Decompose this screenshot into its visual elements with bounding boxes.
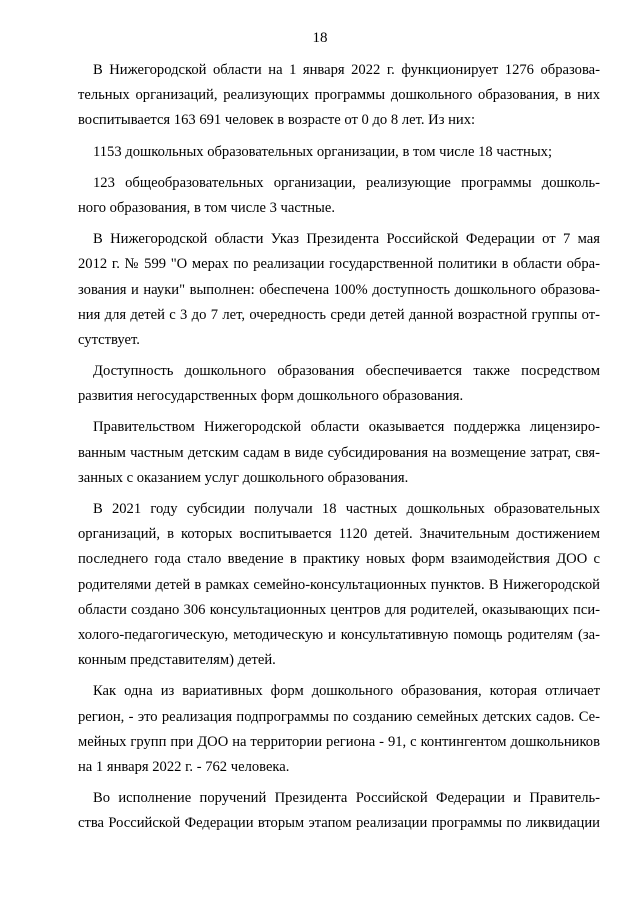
text-line: ния для детей с 3 до 7 лет, очередность среди детей данной возрастной группы от-: [78, 306, 600, 323]
text-line: родителями детей в рамках семейно-консультационных пунктов. В Нижегородской: [78, 576, 600, 593]
text-line: развития негосударственных форм дошкольного образования.: [78, 388, 464, 405]
text-line: В 2021 году субсидии получали 18 частных дошкольных образовательных: [93, 501, 600, 517]
text-line: Доступность дошкольного образования обеспечивается также посредством: [93, 363, 600, 380]
text-line: регион, - это реализация подпрограммы по созданию семейных детских садов. Се-: [78, 708, 600, 725]
paragraph: [78, 497, 600, 673]
text-line: занных с оказанием услуг дошкольного образования.: [78, 469, 409, 486]
paragraph: [78, 679, 600, 780]
paragraph: [78, 140, 600, 165]
text-line: области создано 306 консультационных центров для родителей, оказывающих пси-: [78, 601, 600, 618]
text-line: мейных групп при ДОО на территории региона - 91, с контингентом дошкольников: [78, 733, 600, 750]
paragraph: [78, 227, 600, 353]
page-number: 18: [312, 30, 328, 46]
text-line: 1153 дошкольных образовательных организации, в том числе 18 частных;: [93, 143, 553, 160]
text-line: воспитывается 163 691 человек в возрасте от 0 до 8 лет. Из них:: [78, 112, 476, 129]
paragraph: [78, 359, 600, 409]
text-line: зования и науки" выполнен: обеспечена 100% доступность дошкольного образова-: [78, 281, 600, 298]
text-line: холого-педагогическую, методическую и консультативную помощь родителям (за-: [78, 626, 600, 643]
text-line: 2012 г. № 599 "О мерах по реализации государственной политики в области обра-: [78, 256, 600, 273]
text-line: Правительством Нижегородской области оказывается поддержка лицензиро-: [93, 419, 600, 436]
text-line: тельных организаций, реализующих программы дошкольного образования, в них: [78, 87, 600, 104]
text-line: ванным частным детским садам в виде субсидирования на возмещение затрат, свя-: [78, 444, 600, 461]
text-line: сутствует.: [78, 331, 140, 348]
text-line: конным представителям) детей.: [78, 652, 276, 669]
paragraph: [78, 786, 600, 836]
text-line: на 1 января 2022 г. - 762 человека.: [78, 758, 290, 775]
text-line: 123 общеобразовательных организации, реализующие программы дошколь-: [93, 174, 600, 191]
text-line: ства Российской Федерации вторым этапом реализации программы по ликвидации: [78, 815, 600, 832]
paragraph: [78, 58, 600, 134]
text-line: последнего года стало введение в практику новых форм взаимодействия ДОО с: [78, 551, 600, 568]
text-line: В Нижегородской области Указ Президента Российской Федерации от 7 мая: [93, 231, 600, 248]
text-line: Как одна из вариативных форм дошкольного образования, которая отличает: [93, 683, 600, 700]
paragraph: [78, 171, 600, 221]
paragraph: [78, 415, 600, 491]
text-line: Во исполнение поручений Президента Российской Федерации и Правитель-: [93, 790, 600, 807]
text-line: ного образования, в том числе 3 частные.: [78, 199, 335, 216]
text-line: В Нижегородской области на 1 января 2022 г. функционирует 1276 образова-: [93, 62, 600, 78]
document-body: [78, 58, 600, 836]
text-line: организаций, в которых воспитывается 1120 детей. Значительным достижением: [78, 526, 600, 543]
